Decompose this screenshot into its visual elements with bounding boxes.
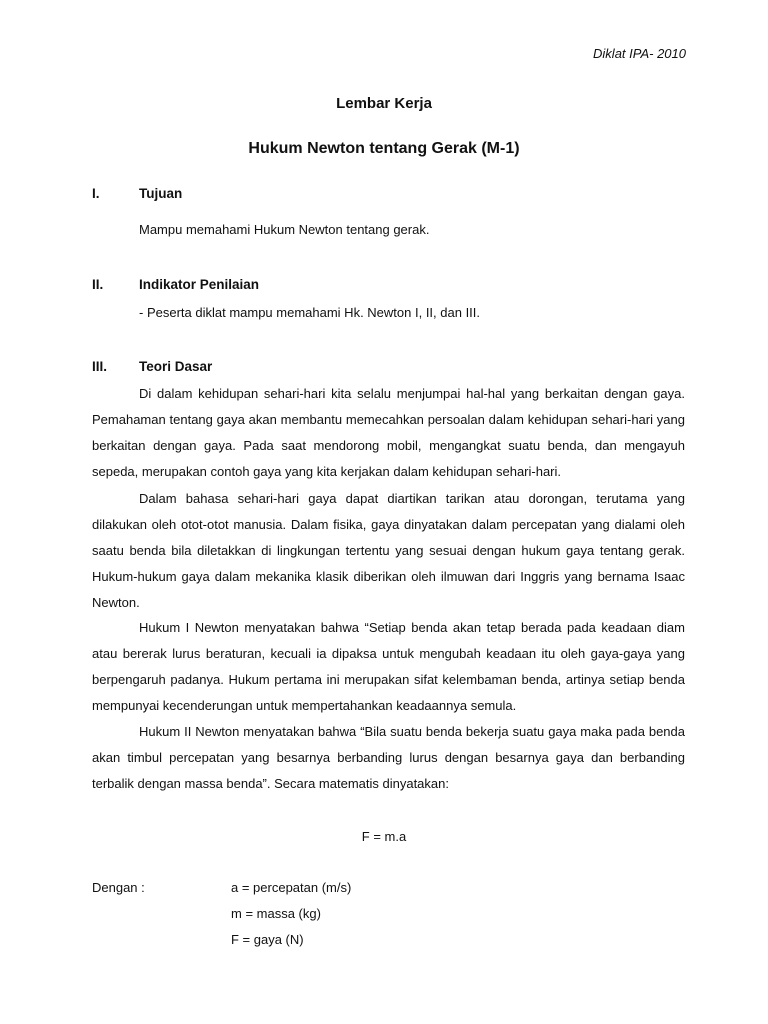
definition-item: F = gaya (N) xyxy=(231,932,304,947)
section-title-tujuan: Tujuan xyxy=(139,186,183,201)
section-body-tujuan: Mampu memahami Hukum Newton tentang gerak. xyxy=(139,222,430,237)
definitions-label: Dengan : xyxy=(92,880,145,895)
theory-paragraph-3: Hukum I Newton menyatakan bahwa “Setiap benda akan tetap berada pada keadaan diam atau bererak lurus beraturan, kecuali ia dipaksa untuk mengubah keadaan itu oleh gaya-gaya yang berpengaruh padanya. Hukum pertama ini merupakan sifat kelembaman benda, artinya setiap benda mempunyai kecenderungan untuk mempertahankan keadaannya semula. xyxy=(92,620,685,713)
formula: F = m.a xyxy=(361,829,407,844)
section-title-teori-dasar: Teori Dasar xyxy=(139,359,213,374)
section-number: II. xyxy=(92,277,104,292)
section-title-indikator: Indikator Penilaian xyxy=(139,277,260,292)
header-note: Diklat IPA- 2010 xyxy=(593,46,686,61)
theory-paragraph-2: Dalam bahasa sehari-hari gaya dapat diartikan tarikan atau dorongan, terutama yang dilakukan oleh otot-otot manusia. Dalam fisika, gaya dinyatakan dalam percepatan yang dialami oleh saatu benda bila diletakkan di lingkungan tertentu yang sesuai dengan hukum gaya tentang gerak. Hukum-hukum gaya dalam mekanika klasik diberikan oleh ilmuwan dari Inggris yang bernama Isaac Newton. xyxy=(92,491,685,610)
theory-paragraph-4: Hukum II Newton menyatakan bahwa “Bila suatu benda bekerja suatu gaya maka pada benda akan timbul percepatan yang besarnya berbanding lurus dengan besarnya gaya dan berbanding terbalik dengan massa benda”. Secara matematis dinyatakan: xyxy=(92,724,685,791)
document-title: Lembar Kerja xyxy=(336,95,432,112)
definition-item: m = massa (kg) xyxy=(231,906,321,921)
document-subtitle: Hukum Newton tentang Gerak (M-1) xyxy=(248,140,520,157)
section-number: I. xyxy=(92,186,100,201)
theory-paragraph-1: Di dalam kehidupan sehari-hari kita selalu menjumpai hal-hal yang berkaitan dengan gaya. Pemahaman tentang gaya akan membantu memecahkan persoalan dalam kehidupan sehari-hari yang berkaitan dengan gaya. Pada saat mendorong mobil, mengangkat suatu benda, dan mengayuh sepeda, merupakan contoh gaya yang kita kerjakan dalam kehidupan sehari-hari. xyxy=(92,386,685,479)
definition-item: a = percepatan (m/s) xyxy=(231,880,352,895)
section-body-indikator: - Peserta diklat mampu memahami Hk. Newton I, II, dan III. xyxy=(139,305,481,320)
section-number: III. xyxy=(92,359,108,374)
